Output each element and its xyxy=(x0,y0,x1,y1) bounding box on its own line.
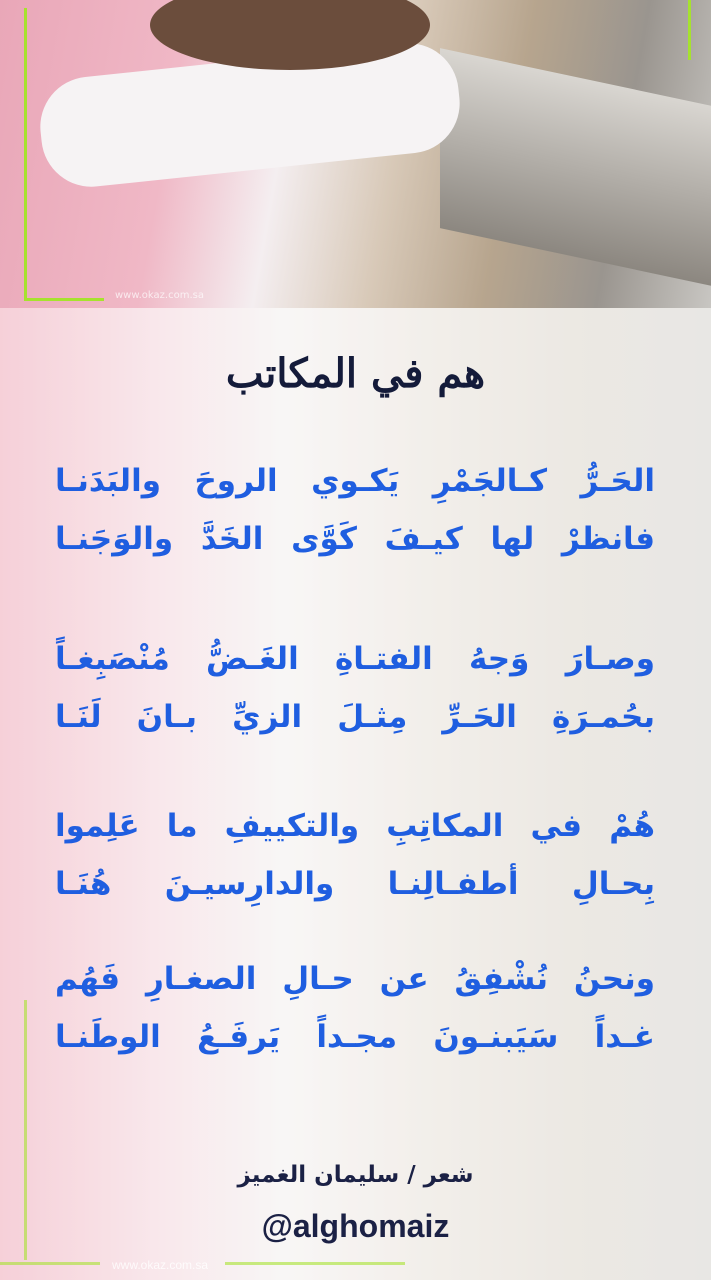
accent-bar xyxy=(0,1262,100,1265)
accent-bar xyxy=(225,1262,405,1265)
accent-bar xyxy=(24,8,27,300)
poem-title: هم في المكاتب xyxy=(225,350,486,397)
accent-bar xyxy=(688,0,691,60)
verse-line: الحَـرُّ كـالجَمْرِ يَكـوي الروحَ والبَدَنـا xyxy=(55,463,655,499)
verse-line: بِحـالِ أطفـالِنـا والدارِسيـنَ هُنَـا xyxy=(55,866,655,902)
twitter-handle: @alghomaiz xyxy=(261,1208,450,1244)
verse-line: بحُمـرَةِ الحَـرِّ مِثـلَ الزيِّ بـانَ لَنَـا xyxy=(55,699,655,735)
sink xyxy=(440,48,711,292)
verse-3 xyxy=(55,797,655,913)
accent-bar xyxy=(24,298,104,301)
verse-1 xyxy=(55,452,655,568)
poet-credit: شعر / سليمان الغميز xyxy=(237,1162,474,1188)
verse-2 xyxy=(55,630,655,746)
photo-watermark: www.okaz.com.sa xyxy=(115,290,204,301)
watermark: www.okaz.com.sa xyxy=(112,1258,209,1272)
verse-line: ونحنُ نُشْفِقُ عن حـالِ الصغـارِ فَهُم xyxy=(55,961,655,997)
news-photo xyxy=(0,0,711,308)
verse-line: غـداً سَيَبنـونَ مجـداً يَرفَـعُ الوطَنـا xyxy=(55,1019,655,1055)
verse-line: فانظرْ لها كيـفَ كَوَّى الخَدَّ والوَجَنـا xyxy=(55,521,655,557)
verse-4 xyxy=(55,950,655,1066)
verse-line: هُمْ في المكاتِبِ والتكييفِ ما عَلِموا xyxy=(55,808,655,844)
verse-line: وصـارَ وَجهُ الفتـاةِ الغَـضُّ مُنْصَبِغـاً xyxy=(55,641,655,677)
